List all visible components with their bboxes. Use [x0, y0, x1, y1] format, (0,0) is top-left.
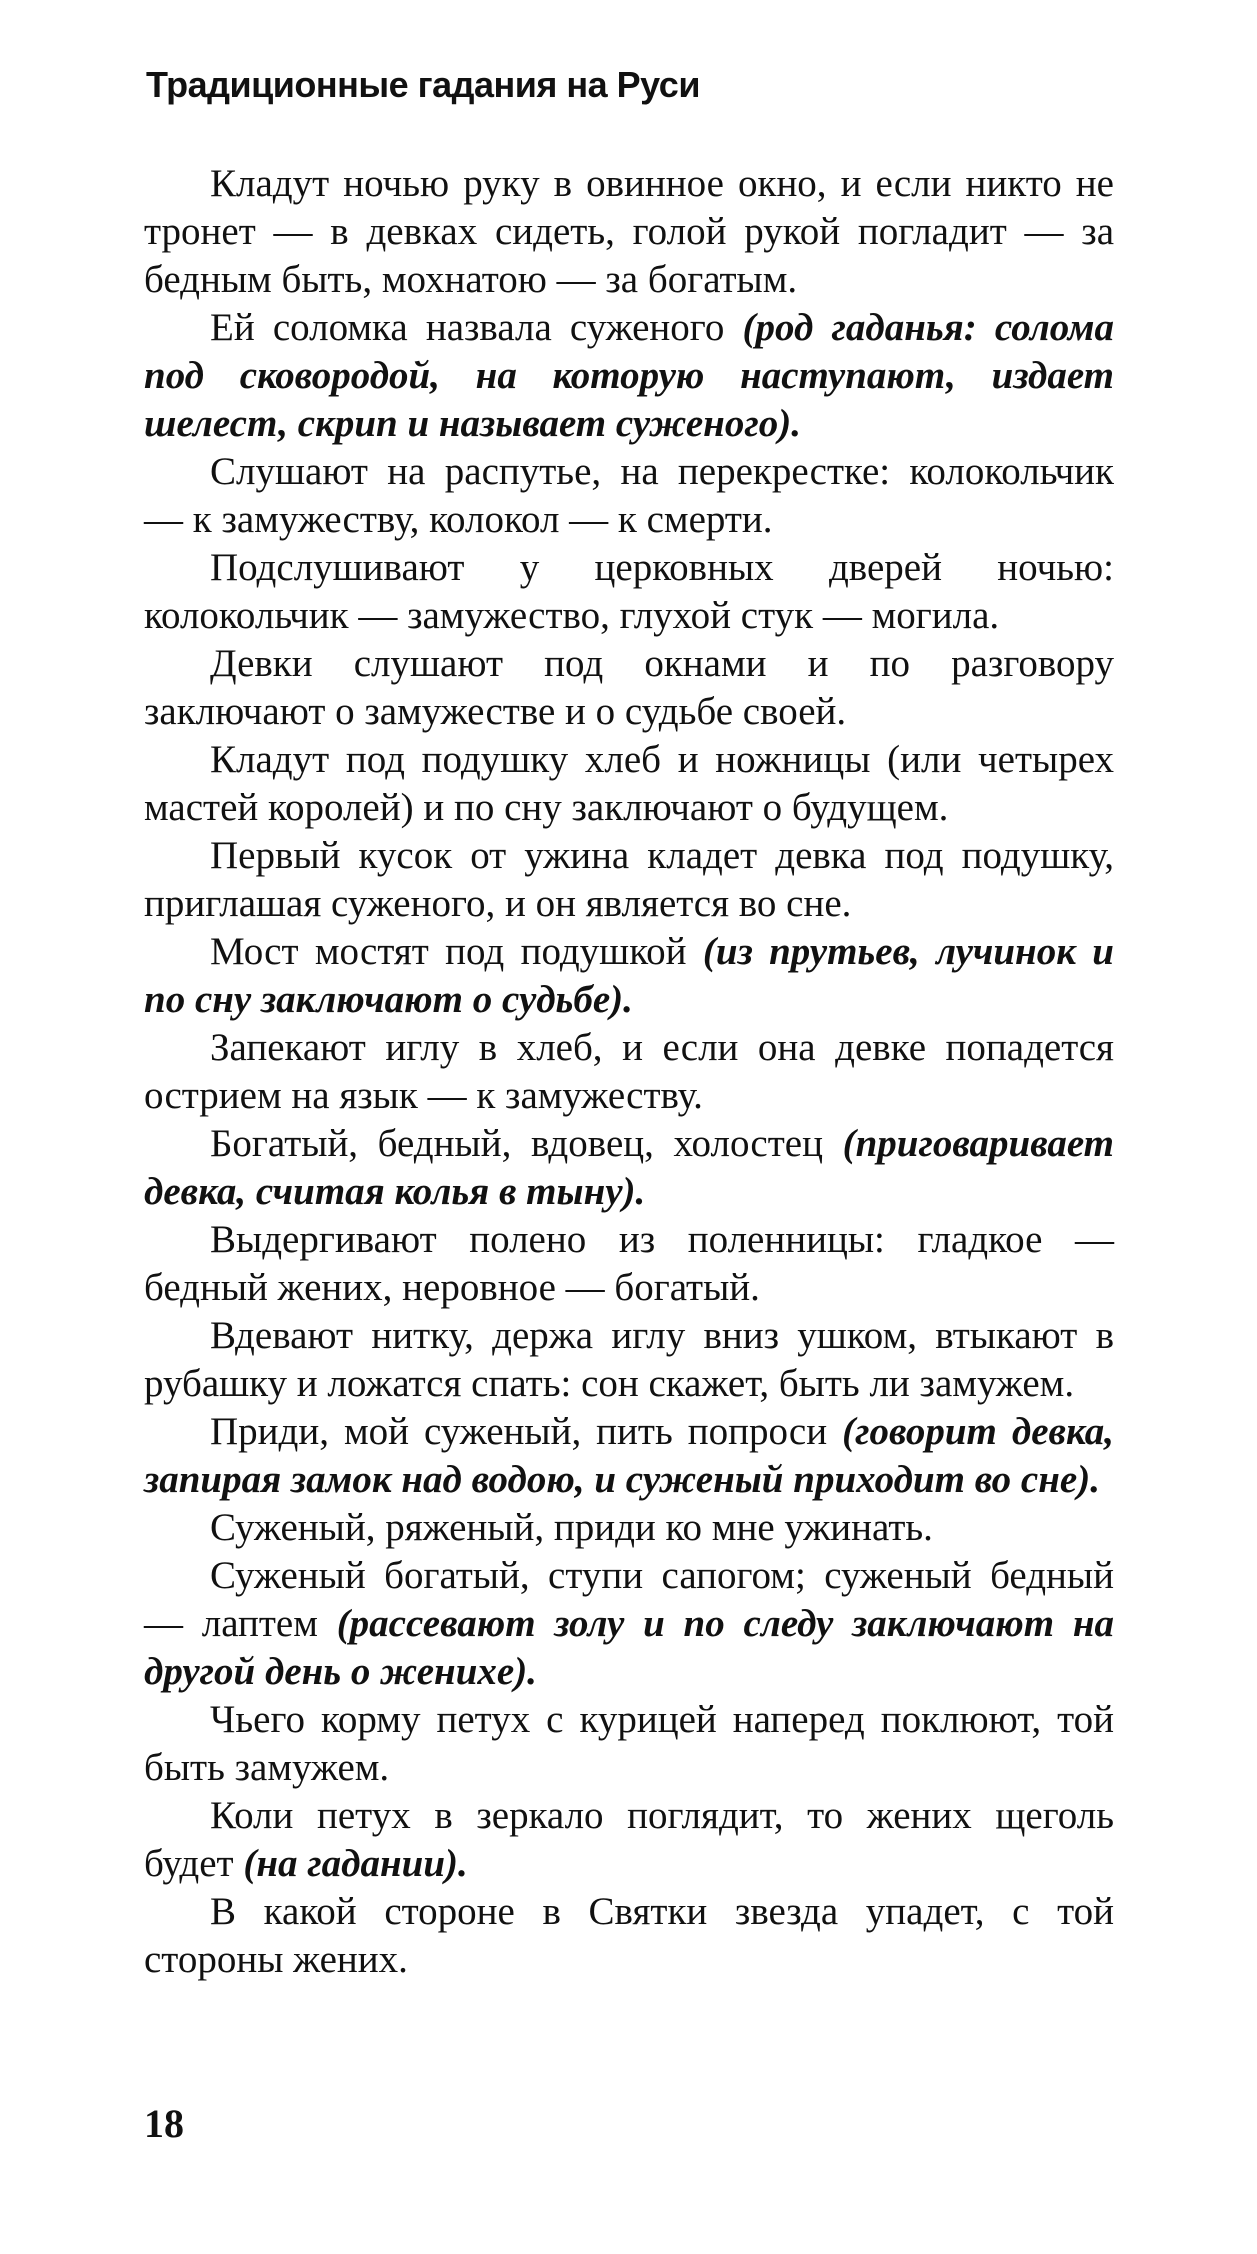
paragraph-text: Ей соломка назвала суженого — [210, 306, 743, 349]
paragraph-text: Выдергивают полено из поленницы: гладкое — бедный жених, неровное — богатый. — [144, 1218, 1114, 1309]
paragraph-text: Кладут ночью руку в овинное окно, и если никто не тронет — в девках сидеть, голой рукой погладит — за бедным быть, мохнатою — за богатым. — [144, 162, 1114, 301]
paragraph-text: Вдевают нитку, держа иглу вниз ушком, втыкают в рубашку и ложатся спать: сон скажет, быть ли замужем. — [144, 1314, 1114, 1405]
paragraph — [144, 736, 1114, 832]
paragraph-text: Суженый, ряженый, приди ко мне ужинать. — [210, 1506, 933, 1549]
paragraph-note: (на гадании). — [243, 1842, 468, 1885]
paragraph — [144, 1552, 1114, 1696]
paragraph — [144, 928, 1114, 1024]
paragraph-text: Запекают иглу в хлеб, и если она девке попадется острием на язык — к замужеству. — [144, 1026, 1114, 1117]
paragraph-text: Слушают на распутье, на перекрестке: колокольчик — к замужеству, колокол — к смерти. — [144, 450, 1114, 541]
paragraph — [144, 448, 1114, 544]
paragraph-note: (из прутьев, лучинок и по сну заключают о судьбе). — [144, 930, 1114, 1021]
paragraph-text: Чьего корму петух с курицей наперед поклюют, той быть замужем. — [144, 1698, 1114, 1789]
running-title: Традиционные гадания на Руси — [146, 64, 700, 105]
paragraph — [144, 1888, 1114, 1984]
paragraph-text: Богатый, бедный, вдовец, холостец — [210, 1122, 843, 1165]
paragraph-text: Мост мостят под подушкой — [210, 930, 703, 973]
paragraph-note: (род гаданья: солома под сковородой, на которую наступают, издает шелест, скрип и называет суженого). — [144, 306, 1115, 445]
paragraph-text: Подслушивают у церковных дверей ночью: колокольчик — замужество, глухой стук — могила. — [144, 546, 1114, 637]
paragraph — [144, 640, 1114, 736]
paragraph-text: Коли петух в зеркало поглядит, то жених щеголь будет — [144, 1794, 1114, 1885]
body-text — [144, 160, 1114, 1984]
paragraph — [144, 1312, 1114, 1408]
paragraph — [144, 1792, 1114, 1888]
paragraph — [144, 1216, 1114, 1312]
paragraph — [144, 544, 1114, 640]
paragraph-text: Приди, мой суженый, пить попроси — [210, 1410, 843, 1453]
paragraph — [144, 160, 1114, 304]
paragraph — [144, 1024, 1114, 1120]
paragraph — [144, 1120, 1114, 1216]
paragraph-text: Девки слушают под окнами и по разговору заключают о замужестве и о судьбе своей. — [144, 642, 1114, 733]
paragraph-text: Кладут под подушку хлеб и ножницы (или четырех мастей королей) и по сну заключают о будущем. — [144, 738, 1114, 829]
paragraph-text: Первый кусок от ужина кладет девка под подушку, приглашая суженого, и он является во сне. — [144, 834, 1114, 925]
paragraph-note: (рассевают золу и по следу заключают на другой день о женихе). — [144, 1602, 1114, 1693]
paragraph-text: В какой стороне в Святки звезда упадет, с той стороны жених. — [144, 1890, 1114, 1981]
paragraph — [144, 1696, 1114, 1792]
page-number: 18 — [144, 2101, 184, 2146]
paragraph — [144, 832, 1114, 928]
paragraph-note: (говорит девка, запирая замок над водою, и суженый приходит во сне). — [144, 1410, 1114, 1501]
paragraph — [144, 304, 1114, 448]
paragraph — [144, 1504, 1114, 1552]
paragraph-text: Суженый богатый, ступи сапогом; суженый бедный — лаптем — [144, 1554, 1114, 1645]
paragraph-note: (приговаривает девка, считая колья в тыну). — [144, 1122, 1114, 1213]
paragraph — [144, 1408, 1114, 1504]
